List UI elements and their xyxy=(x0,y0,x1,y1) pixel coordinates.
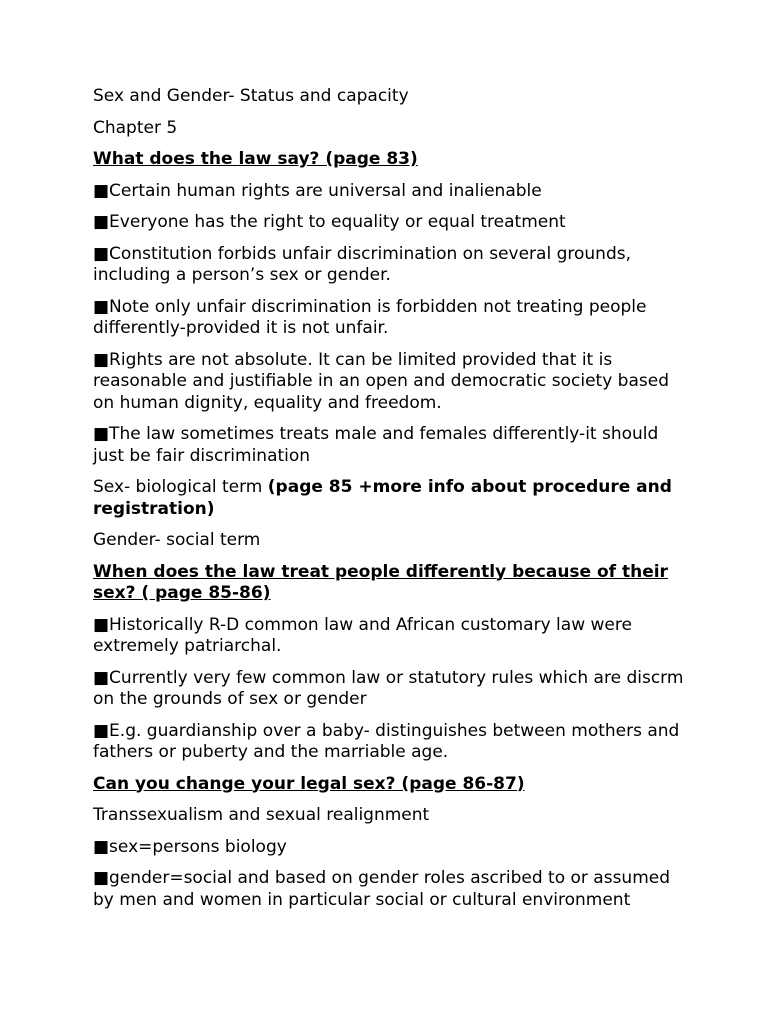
section-subtitle: Transsexualism and sexual realignment xyxy=(93,805,430,825)
bullet-item: ■E.g. guardianship over a baby- distinguishes between mothers and fathers or puberty and the marriable age. xyxy=(93,720,680,762)
sex-term: Sex- biological term xyxy=(93,477,268,497)
bullet-item: ■Certain human rights are universal and inalienable xyxy=(93,180,542,201)
gender-definition: Gender- social term xyxy=(93,530,261,550)
document-page xyxy=(93,86,693,921)
bullet-item: ■sex=persons biology xyxy=(93,836,287,857)
bullet-item: ■Currently very few common law or statutory rules which are discrm on the grounds of sex or gender xyxy=(93,667,684,709)
sex-page-reference: (page 85 +more info about procedure and registration) xyxy=(93,477,672,519)
document-title: Sex and Gender- Status and capacity xyxy=(93,86,409,106)
bullet-item: ■Rights are not absolute. It can be limited provided that it is reasonable and justifiable in an open and democratic society based on human dignity, equality and freedom. xyxy=(93,349,669,413)
section-heading-change-legal-sex: Can you change your legal sex? (page 86-87) xyxy=(93,773,525,794)
bullet-item: ■The law sometimes treats male and females differently-it should just be fair discrimination xyxy=(93,424,659,466)
chapter-label: Chapter 5 xyxy=(93,117,178,138)
bullet-item: ■gender=social and based on gender roles ascribed to or assumed by men and women in particular social or cultural environment xyxy=(93,868,671,910)
bullet-item: ■Everyone has the right to equality or equal treatment xyxy=(93,212,566,232)
bullet-item: ■Note only unfair discrimination is forbidden not treating people differently-provided it is not unfair. xyxy=(93,296,647,338)
section-heading-law-says: What does the law say? (page 83) xyxy=(93,149,418,169)
section-heading-differential-treatment: When does the law treat people differently because of their sex? ( page 85-86) xyxy=(93,561,668,603)
bullet-item: ■Constitution forbids unfair discrimination on several grounds, including a person’s sex or gender. xyxy=(93,243,631,285)
sex-definition xyxy=(93,477,693,520)
bullet-item: ■Historically R-D common law and African customary law were extremely patriarchal. xyxy=(93,614,632,656)
